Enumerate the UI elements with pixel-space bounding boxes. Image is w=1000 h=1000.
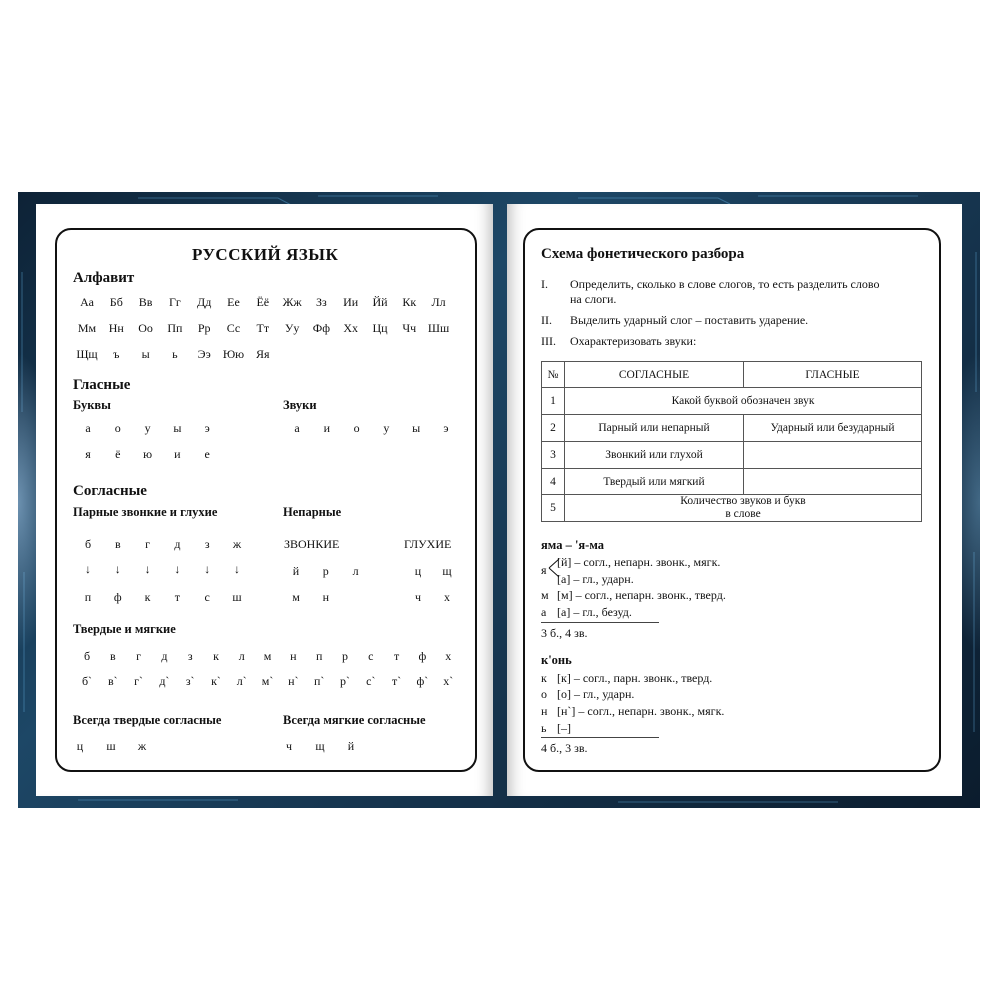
hard-consonant: н xyxy=(290,649,297,663)
vowel-letter: ё xyxy=(115,447,121,461)
alphabet-letter: Мм xyxy=(77,321,97,335)
voiceless-consonant: т xyxy=(174,590,181,604)
consonants-heading: Согласные xyxy=(73,483,147,499)
example-2-letter: о xyxy=(541,687,547,701)
alphabet-letter: Пп xyxy=(167,321,183,335)
table-header-consonants: СОГЛАСНЫЕ xyxy=(565,362,744,388)
example-1-sound: [й] – согл., непарн. звонк., мягк. xyxy=(557,555,721,569)
vowel-sounds-label: Звуки xyxy=(283,398,317,412)
alphabet-letter: Цц xyxy=(372,321,388,335)
soft-consonant: с` xyxy=(366,674,376,688)
hard-consonant: д xyxy=(161,649,168,663)
voiced-label: ЗВОНКИЕ xyxy=(284,537,340,551)
voiced-consonant: з xyxy=(204,537,210,551)
soft-consonant: л` xyxy=(236,674,247,688)
soft-consonant: т` xyxy=(391,674,402,688)
voiced-consonant: д xyxy=(174,537,181,551)
soft-consonant: б` xyxy=(81,674,93,688)
soft-consonant: м` xyxy=(261,674,274,688)
example-1-letter: м xyxy=(541,588,549,602)
table-cell-vowel xyxy=(744,469,922,495)
always-hard-letter: ц xyxy=(76,739,84,753)
example-1-word: яма – 'я-ма xyxy=(541,538,605,552)
example-2-sound: [–] xyxy=(557,721,571,735)
vowel-sound: ы xyxy=(412,421,421,435)
table-row-num: 2 xyxy=(542,415,565,442)
example-2-letter: к xyxy=(541,671,547,685)
vowel-letter: ы xyxy=(173,421,182,435)
unpaired-voiced: м xyxy=(292,590,300,604)
hard-consonant: т xyxy=(393,649,400,663)
alphabet-letter: Сс xyxy=(226,321,241,335)
voiced-consonant: в xyxy=(114,537,121,551)
table-row-num: 3 xyxy=(542,442,565,469)
table-cell-vowel: Ударный или безударный xyxy=(744,415,922,442)
alphabet-letter: Яя xyxy=(256,347,270,361)
arrow-down-icon: ↓ xyxy=(85,562,91,576)
alphabet-letter: Аа xyxy=(80,295,94,309)
table-cell-line: Количество звуков и букв xyxy=(680,495,806,507)
table-header-num: № xyxy=(542,362,565,388)
arrow-down-icon: ↓ xyxy=(174,562,181,576)
vowels-heading: Гласные xyxy=(73,377,131,393)
example-2-sound: [о] – гл., ударн. xyxy=(557,687,635,701)
vowel-letter: и xyxy=(174,447,181,461)
unpaired-voiceless: ч xyxy=(414,590,422,604)
example-1-sound: [м] – согл., непарн. звонк., тверд. xyxy=(557,588,726,602)
vowel-letter: е xyxy=(204,447,210,461)
vowel-letter: у xyxy=(144,421,151,435)
vowel-sound: о xyxy=(353,421,360,435)
always-hard-letter: ш xyxy=(106,739,116,753)
alphabet-letter: Жж xyxy=(282,295,302,309)
hard-consonant: к xyxy=(213,649,219,663)
table-cell-line: в слове xyxy=(725,508,761,520)
table-cell-consonant: Парный или непарный xyxy=(565,415,744,442)
alphabet-letter: Зз xyxy=(316,295,327,309)
table-row-num: 1 xyxy=(542,388,565,415)
hard-consonant: г xyxy=(136,649,142,663)
arrow-down-icon: ↓ xyxy=(114,562,121,576)
divider xyxy=(541,737,659,738)
vowel-sound: у xyxy=(383,421,390,435)
always-hard-label: Всегда твердые согласные xyxy=(73,713,222,727)
voiceless-consonant: ш xyxy=(232,590,242,604)
table-cell-consonant: Твердый или мягкий xyxy=(565,469,744,495)
table-cell-consonant: Звонкий или глухой xyxy=(565,442,744,469)
alphabet-letter: Шш xyxy=(427,321,450,335)
alphabet-letter: ь xyxy=(172,347,178,361)
voiced-consonant: ж xyxy=(232,537,242,551)
step-3-num: III. xyxy=(541,334,556,348)
alphabet-letter: Ёё xyxy=(256,295,270,309)
unpaired-voiced: л xyxy=(352,564,359,578)
voiceless-consonant: п xyxy=(84,590,92,604)
example-1-summary: 3 б., 4 зв. xyxy=(541,626,588,640)
alphabet-letter: Фф xyxy=(312,321,331,335)
soft-consonant: в` xyxy=(107,674,118,688)
step-1-text-2: на слоги. xyxy=(570,292,617,306)
hard-soft-heading: Твердые и мягкие xyxy=(73,622,176,636)
paired-label: Парные звонкие и глухие xyxy=(73,505,218,519)
alphabet-letter: ы xyxy=(141,347,150,361)
vowel-sound: а xyxy=(294,421,300,435)
unpaired-voiced: р xyxy=(322,564,329,578)
soft-consonant: д` xyxy=(159,674,170,688)
page-title: РУССКИЙ ЯЗЫК xyxy=(192,245,339,264)
soft-consonant: п` xyxy=(313,674,325,688)
always-soft-letter: щ xyxy=(315,739,325,753)
vowel-letters-label: Буквы xyxy=(73,398,111,412)
example-2-word: к'онь xyxy=(541,653,572,667)
soft-consonant: н` xyxy=(288,674,299,688)
alphabet-letter: Лл xyxy=(431,295,446,309)
hard-consonant: р xyxy=(342,649,348,663)
table-row-num: 4 xyxy=(542,469,565,495)
vowel-letter: ю xyxy=(143,447,153,461)
hard-consonant: в xyxy=(109,649,116,663)
unpaired-voiceless: ц xyxy=(414,564,422,578)
always-soft-label: Всегда мягкие согласные xyxy=(283,713,426,727)
alphabet-letter: Хх xyxy=(343,321,359,335)
alphabet-letter: Тт xyxy=(256,321,270,335)
table-cell-vowel xyxy=(744,442,922,469)
unpaired-voiceless: щ xyxy=(442,564,452,578)
alphabet-heading: Алфавит xyxy=(73,270,135,286)
alphabet-letter: Гг xyxy=(168,295,181,309)
voiceless-consonant: к xyxy=(144,590,151,604)
example-2-sound: [н`] – согл., непарн. звонк., мягк. xyxy=(557,704,725,718)
hard-consonant: п xyxy=(315,649,323,663)
alphabet-letter: Йй xyxy=(372,295,388,309)
example-2-letter: ь xyxy=(541,721,547,735)
example-1-letter: а xyxy=(541,605,547,619)
example-2-letter: н xyxy=(541,704,548,718)
example-1-sound: [а] – гл., ударн. xyxy=(557,572,634,586)
alphabet-letter: Рр xyxy=(197,321,211,335)
step-3-text: Охарактеризовать звуки: xyxy=(570,334,697,348)
table-row-num: 5 xyxy=(542,495,565,522)
unpaired-label: Непарные xyxy=(283,505,342,519)
scheme-title: Схема фонетического разбора xyxy=(541,246,745,262)
step-1-text: Определить, сколько в слове слогов, то есть разделить слово xyxy=(570,277,880,291)
example-1-sound: [а] – гл., безуд. xyxy=(557,605,632,619)
example-1-letter: я xyxy=(541,563,547,577)
table-header-vowels: ГЛАСНЫЕ xyxy=(744,362,922,388)
phonetic-table xyxy=(541,361,922,522)
alphabet-letter: ъ xyxy=(113,347,120,361)
example-2-summary: 4 б., 3 зв. xyxy=(541,741,588,755)
hard-consonant: м xyxy=(263,649,272,663)
vowel-letter: а xyxy=(85,421,91,435)
vowel-sound: и xyxy=(323,421,330,435)
step-2-num: II. xyxy=(541,313,552,327)
hard-consonant: с xyxy=(368,649,374,663)
soft-consonant: з` xyxy=(185,674,195,688)
alphabet-letter: Щщ xyxy=(76,347,98,361)
voiced-consonant: б xyxy=(84,537,92,551)
alphabet-letter: Кк xyxy=(402,295,417,309)
unpaired-voiced: й xyxy=(292,564,300,578)
unpaired-voiceless: х xyxy=(444,590,450,604)
soft-consonant: х` xyxy=(443,674,454,688)
hard-consonant: л xyxy=(238,649,245,663)
soft-consonant: р` xyxy=(340,674,350,688)
always-hard-letter: ж xyxy=(137,739,147,753)
alphabet-letter: Уу xyxy=(284,321,300,335)
alphabet-letter: Ээ xyxy=(197,347,211,361)
voiceless-label: ГЛУХИЕ xyxy=(404,537,452,551)
arrow-down-icon: ↓ xyxy=(234,562,240,576)
alphabet-letter: Вв xyxy=(138,295,153,309)
alphabet-letter: Нн xyxy=(108,321,124,335)
soft-consonant: к` xyxy=(211,674,221,688)
soft-consonant: г` xyxy=(134,674,144,688)
vowel-sound: э xyxy=(443,421,449,435)
alphabet-letter: Чч xyxy=(402,321,417,335)
hard-consonant: з xyxy=(187,649,193,663)
alphabet-letter: Юю xyxy=(222,347,245,361)
vowel-letter: я xyxy=(85,447,91,461)
step-2-text: Выделить ударный слог – поставить ударение. xyxy=(570,313,809,327)
vowel-letter: э xyxy=(204,421,210,435)
step-1-num: I. xyxy=(541,277,548,291)
alphabet-letter: Ее xyxy=(227,295,240,309)
hard-consonant: б xyxy=(83,649,91,663)
arrow-down-icon: ↓ xyxy=(144,562,151,576)
hard-consonant: х xyxy=(445,649,452,663)
alphabet-letter: Оо xyxy=(138,321,153,335)
unpaired-voiced: н xyxy=(322,590,329,604)
table-cell-merged xyxy=(565,495,922,522)
always-soft-letter: ч xyxy=(285,739,293,753)
hard-consonant: ф xyxy=(418,649,427,663)
vowel-letter: о xyxy=(114,421,121,435)
voiceless-consonant: с xyxy=(204,590,210,604)
soft-consonant: ф` xyxy=(416,674,429,688)
example-2-sound: [к] – согл., парн. звонк., тверд. xyxy=(557,671,713,685)
alphabet-letter: Дд xyxy=(197,295,212,309)
voiceless-consonant: ф xyxy=(113,590,122,604)
alphabet-letter: Ии xyxy=(343,295,359,309)
always-soft-letter: й xyxy=(347,739,355,753)
arrow-down-icon: ↓ xyxy=(204,562,211,576)
voiced-consonant: г xyxy=(145,537,151,551)
divider xyxy=(541,622,659,623)
alphabet-letter: Бб xyxy=(109,295,123,309)
table-cell-merged: Какой буквой обозначен звук xyxy=(565,388,922,415)
